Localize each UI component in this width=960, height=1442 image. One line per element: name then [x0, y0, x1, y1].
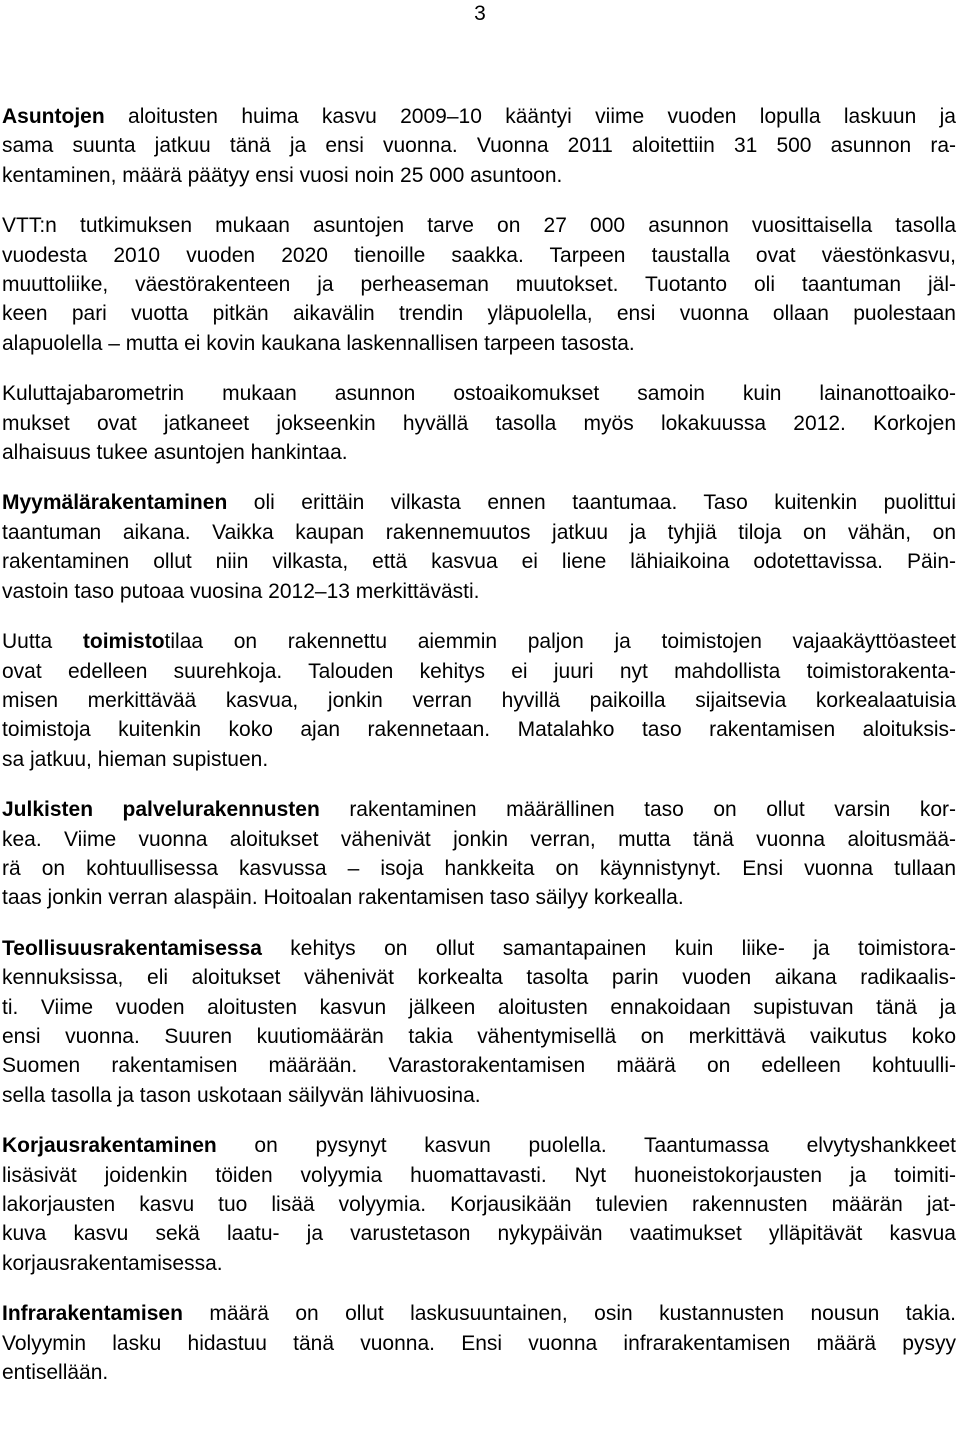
paragraph — [2, 379, 956, 467]
text-line — [2, 438, 956, 467]
text-run: kentaminen, määrä päätyy ensi vuosi noin 25 000 asuntoon. — [2, 163, 563, 187]
text-run: rakentaminen määrällinen taso on ollut varsin kor- — [319, 798, 956, 822]
text-line — [2, 1219, 956, 1248]
text-line — [2, 102, 956, 131]
text-run: Kuluttajabarometrin mukaan asunnon ostoaikomukset samoin kuin lainanottoaiko- — [2, 382, 956, 406]
text-run: määrä on ollut laskusuuntainen, osin kustannusten nousun takia. — [182, 1302, 956, 1326]
text-run: kehitys on ollut samantapainen kuin liike- ja toimistora- — [261, 936, 956, 960]
text-line — [2, 963, 956, 992]
text-run: ti. Viime vuoden aloitusten kasvun jälkeen aloitusten ennakoidaan supistuvan tänä ja — [2, 995, 956, 1019]
text-line — [2, 299, 956, 328]
text-run: VTT:n tutkimuksen mukaan asuntojen tarve on 27 000 asunnon vuosittaisella tasolla — [2, 214, 956, 238]
text-line — [2, 1161, 956, 1190]
text-run: oli erittäin vilkasta ennen taantumaa. Taso kuitenkin puolittui — [227, 491, 956, 515]
text-run: alapuolella – mutta ei kovin kaukana laskennallisen tarpeen tasosta. — [2, 331, 635, 355]
text-line — [2, 745, 956, 774]
text-run: mukset ovat jatkaneet jokseenkin hyvällä tasolla myös lokakuussa 2012. Korkojen — [2, 411, 956, 435]
text-line — [2, 825, 956, 854]
text-run: tilaa on rakennettu aiemmin paljon ja toimistojen vajaakäyttöasteet — [164, 630, 956, 654]
text-line — [2, 409, 956, 438]
text-run: aloitusten huima kasvu 2009–10 kääntyi viime vuoden lopulla laskuun ja — [104, 105, 956, 128]
bold-term: Julkisten palvelurakennusten — [2, 798, 320, 822]
text-run: sella tasolla ja tason uskotaan säilyvän lähivuosina. — [2, 1083, 481, 1107]
paragraph — [2, 211, 956, 358]
text-run: Uutta — [2, 630, 83, 654]
text-run: rä on kohtuullisessa kasvussa – isoja hankkeita on käynnistynyt. Ensi vuonna tullaan — [2, 856, 956, 880]
text-run: vuodesta 2010 vuoden 2020 tienoille saakka. Tarpeen taustalla ovat väestönkasvu, — [2, 243, 956, 267]
text-run: Volyymin lasku hidastuu tänä vuonna. Ensi vuonna infrarakentamisen määrä pysyy — [2, 1331, 956, 1355]
page-number: 3 — [474, 2, 486, 25]
text-run: rakentaminen ollut niin vilkasta, että kasvua ei liene lähiaikoina odotettavissa. Päin- — [2, 550, 956, 574]
text-line — [2, 1081, 956, 1110]
text-run: ovat edelleen suurehkoja. Talouden kehitys ei juuri nyt mahdollista toimistorakenta- — [2, 659, 956, 683]
text-line — [2, 795, 956, 824]
text-line — [2, 1249, 956, 1278]
text-line — [2, 161, 956, 190]
text-run: kennuksissa, eli aloitukset vähenivät korkealta tasolta parin vuoden aikana radikaalis- — [2, 966, 956, 990]
text-run: kuva kasvu sekä laatu- ja varustetason nykypäivän vaatimukset ylläpitävät kasvua — [2, 1222, 956, 1246]
text-line — [2, 270, 956, 299]
text-line — [2, 1131, 956, 1160]
text-run: misen merkittävää kasvua, jonkin verran hyvillä paikoilla sijaitsevia korkealaatuisia — [2, 688, 956, 712]
paragraph — [2, 934, 956, 1110]
text-run: toimistoja kuitenkin koko ajan rakennetaan. Matalahko taso rakentamisen aloituksis- — [2, 718, 956, 742]
text-line — [2, 715, 956, 744]
text-line — [2, 131, 956, 160]
text-run: alhaisuus tukee asuntojen hankintaa. — [2, 441, 348, 465]
paragraph — [2, 795, 956, 913]
text-line — [2, 1358, 956, 1387]
paragraph — [2, 1131, 956, 1278]
text-line — [2, 577, 956, 606]
document-body — [2, 102, 956, 1408]
text-line — [2, 993, 956, 1022]
bold-term: Myymälärakentaminen — [2, 491, 228, 515]
paragraph — [2, 1299, 956, 1387]
text-run: keen pari vuotta pitkän aikavälin trendin yläpuolella, ensi vuonna ollaan puolestaan — [2, 302, 956, 326]
text-run: lisäsivät joidenkin töiden volyymia huomattavasti. Nyt huoneistokorjausten ja toimiti- — [2, 1163, 956, 1187]
text-line — [2, 211, 956, 240]
bold-term: Asuntojen — [2, 105, 105, 128]
text-run: Suomen rakentamisen määrään. Varastorakentamisen määrä on edelleen kohtuulli- — [2, 1054, 956, 1078]
text-line — [2, 379, 956, 408]
text-run: taantuman aikana. Vaikka kaupan rakennemuutos jatkuu ja tyhjiä tiloja on vähän, on — [2, 520, 956, 544]
text-line — [2, 241, 956, 270]
text-line — [2, 657, 956, 686]
text-line — [2, 627, 956, 656]
text-run: sa jatkuu, hieman supistuen. — [2, 747, 269, 771]
text-line — [2, 883, 956, 912]
text-run: muuttoliike, väestörakenteen ja perheaseman muutokset. Tuotanto oli taantuman jäl- — [2, 273, 956, 297]
text-run: lakorjausten kasvu tuo lisää volyymia. Korjausikään tulevien rakennusten määrän jat- — [2, 1193, 956, 1216]
bold-term: Korjausrakentaminen — [2, 1134, 217, 1158]
text-line — [2, 854, 956, 883]
text-line — [2, 686, 956, 715]
text-run: korjausrakentamisessa. — [2, 1251, 223, 1275]
text-line — [2, 1051, 956, 1080]
paragraph — [2, 627, 956, 774]
text-line — [2, 329, 956, 358]
text-line — [2, 488, 956, 517]
paragraph — [2, 488, 956, 606]
bold-term: Infrarakentamisen — [2, 1302, 183, 1326]
text-run: on pysynyt kasvun puolella. Taantumassa elvytyshankkeet — [216, 1134, 956, 1158]
text-line — [2, 1022, 956, 1051]
bold-term: toimisto — [82, 630, 165, 654]
text-line — [2, 934, 956, 963]
text-run: kea. Viime vuonna aloitukset vähenivät jonkin verran, mutta tänä vuonna aloitusmää- — [2, 827, 956, 851]
text-run: ensi vuonna. Suuren kuutiomäärän takia vähentymisellä on merkittävä vaikutus koko — [2, 1024, 956, 1048]
text-run: sama suunta jatkuu tänä ja ensi vuonna. Vuonna 2011 aloitettiin 31 500 asunnon ra- — [2, 134, 956, 158]
text-line — [2, 1190, 956, 1219]
paragraph — [2, 102, 956, 190]
bold-term: Teollisuusrakentamisessa — [2, 936, 262, 960]
text-line — [2, 518, 956, 547]
text-line — [2, 547, 956, 576]
text-line — [2, 1299, 956, 1328]
text-line — [2, 1329, 956, 1358]
text-run: taas jonkin verran alaspäin. Hoitoalan rakentamisen taso säilyy korkealla. — [2, 886, 684, 910]
text-run: vastoin taso putoaa vuosina 2012–13 merkittävästi. — [2, 579, 480, 603]
text-run: entisellään. — [2, 1361, 109, 1385]
